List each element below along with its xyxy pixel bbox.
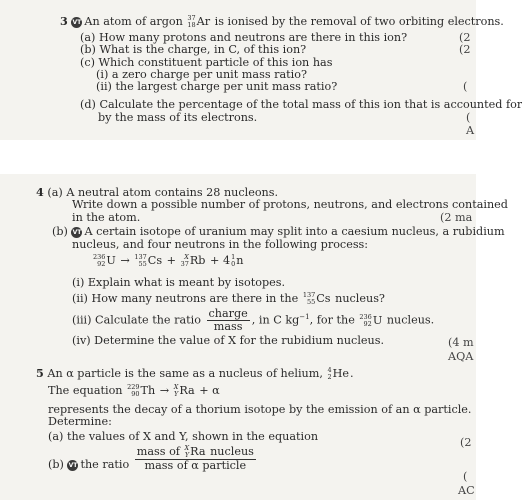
q4-part-a-line2: Write down a possible number of protons, neutrons, and electrons contained [72,198,508,211]
q4-marks-a: (2 ma [440,211,473,224]
q4-part-b-iv: (iv) Determine the value of X for the rubidium nucleus. [72,334,385,347]
q4-part-b-i: (i) Explain what is meant by isotopes. [72,276,286,289]
q3-part-d-line2: by the mass of its electrons. [98,111,258,124]
q4-part-b-text: A certain isotope of uranium may split into a caesium nucleus, a rubidium [84,225,505,238]
argon-nuclide: 37 18 Ar [187,14,211,29]
q4-marks-b: (4 m [448,336,474,349]
q3-intro-rest: is ionised by the removal of two orbiting electrons. [214,15,504,28]
q4-number: 4 [36,185,44,199]
q5-line1: 5 An α particle is the same as a nucleus of helium, 4 2 He . [36,366,354,381]
q5-represents-line: represents the decay of a thorium isotope by the emission of an α particle. [48,403,472,416]
q3-intro: An atom of argon [84,15,183,28]
q3-intro-line [60,14,504,29]
q3-part-c-i: (i) a zero charge per unit mass ratio? [96,68,307,81]
q3-marks-c: ( [463,80,468,93]
charge-mass-fraction: $\frac{\text{charge}}{\text{mass}}$ [208,307,248,333]
q5-number: 5 [36,366,44,380]
q3-marks-a: (2 [459,31,471,44]
video-tutorial-icon[interactable]: VT [72,228,82,236]
q5-part-a: (a) the values of X and Y, shown in the equation [48,430,319,443]
q4-part-b-line2: nucleus, and four neutrons in the following process: [72,238,369,251]
q5-tail: AC [458,484,475,497]
q4-part-b-line1 [52,225,505,239]
q4-part-b-label: (b) [52,225,68,238]
thorium-decay-equation: The equation 229 90 Th → X Y Ra + α [48,383,220,398]
q3-marks-b: (2 [459,43,471,56]
q5-part-b: (b) VT the ratio mass of X Y Ra nucleus mass of α particle [48,443,254,472]
q3-part-c-ii: (ii) the largest charge per unit mass ratio? [96,80,338,93]
mass-ratio-fraction: mass of X Y Ra nucleus mass of α particle [136,443,254,472]
q3-marks-d: ( [466,111,471,124]
q3-part-b: (b) What is the charge, in C, of this ion? [80,43,307,56]
q5-marks-a: (2 [460,436,472,449]
q4-part-b-iii: (iii) Calculate the ratio $\frac{\text{charge}}{\text{mass}}$ , in C $kg^{-1}$, for the 236 92 U nucleus. [72,307,435,333]
q4-part-a-line3: in the atom. [72,211,141,224]
q4-source: AQA [448,350,474,363]
q3-marks-d2: A [466,124,475,137]
question-3-panel [0,0,522,140]
q5-part-b-label: (b) [48,458,64,471]
q5-determine: Determine: [48,415,112,428]
q4-part-b-ii: (ii) How many neutrons are there in the 137 55 Cs nucleus? [72,291,385,306]
q3-part-c: (c) Which constituent particle of this ion has [80,56,333,69]
q3-part-a: (a) How many protons and neutrons are there in this ion? [80,31,408,44]
uranium-fission-equation: 236 92 U → 137 55 Cs + X 37 Rb + 4 1 0 n [93,253,244,268]
q4-part-a: (a) A neutral atom contains 28 nucleons. [47,186,279,199]
q3-number: 3 [60,14,68,28]
q5-marks-b: ( [463,470,468,483]
video-tutorial-icon[interactable]: VT [72,18,82,26]
q3-part-d-line1: (d) Calculate the percentage of the total mass of this ion that is accounted for [80,98,522,111]
video-tutorial-icon[interactable]: VT [68,461,78,469]
questions-4-5-panel [0,174,508,500]
